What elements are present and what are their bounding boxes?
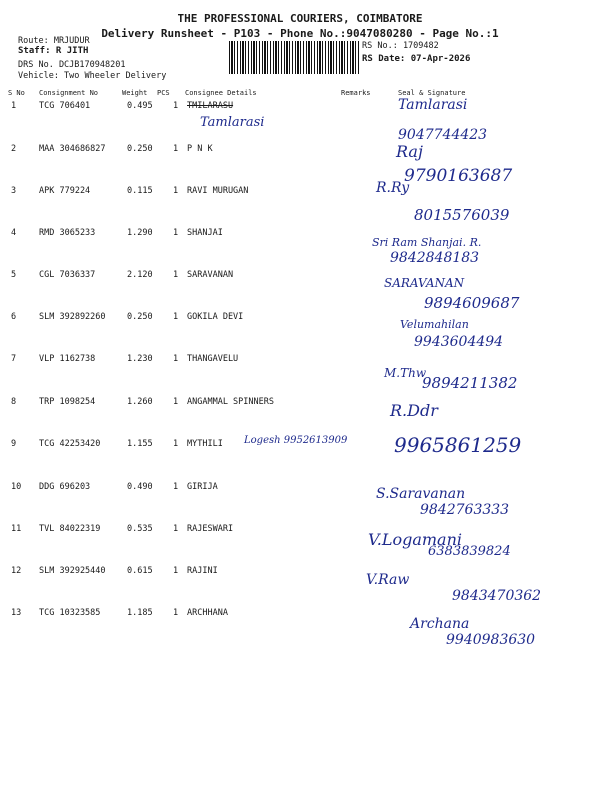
row-weight: 0.250: [127, 312, 153, 322]
row-consignee-name: RAVI MURUGAN: [187, 186, 249, 196]
row-handwritten-name: Tamlarasi: [200, 115, 265, 130]
col-header-pcs: PCS: [157, 89, 170, 97]
row-signature: Sri Ram Shanjai. R.: [372, 236, 482, 249]
row-signature: SARAVANAN: [384, 276, 465, 290]
row-weight: 1.185: [127, 608, 153, 618]
row-sno: 2: [11, 144, 17, 154]
row-sno: 12: [11, 566, 22, 576]
row-pcs: 1: [173, 101, 179, 111]
row-sno: 3: [11, 186, 17, 196]
row-phone-handwritten: 9894609687: [424, 294, 520, 312]
row-phone-handwritten: 9940983630: [446, 632, 536, 648]
rs-number: RS No.: 1709482: [362, 41, 439, 51]
row-consignment-no: SLM 392925440: [39, 566, 106, 576]
row-pcs: 1: [173, 397, 179, 407]
row-signature: Raj: [396, 142, 423, 161]
row-pcs: 1: [173, 312, 179, 322]
row-signature: Logesh 9952613909: [244, 435, 348, 446]
row-weight: 0.490: [127, 482, 153, 492]
row-sno: 7: [11, 354, 17, 364]
row-sno: 13: [11, 608, 22, 618]
row-consignment-no: VLP 1162738: [39, 354, 96, 364]
row-consignee-name: RAJINI: [187, 566, 218, 576]
row-weight: 0.495: [127, 101, 153, 111]
route-label: Route: MRJUDUR: [18, 36, 90, 46]
row-phone-handwritten: 9047744423: [398, 127, 488, 143]
row-pcs: 1: [173, 608, 179, 618]
row-phone-handwritten: 9965861259: [394, 433, 522, 457]
row-consignee-name: TMILARASU: [187, 101, 234, 111]
row-phone-handwritten: 8015576039: [414, 206, 510, 224]
row-consignee-name: SHANJAI: [187, 228, 223, 238]
row-consignment-no: TVL 84022319: [39, 524, 101, 534]
col-header-sno: S No: [8, 89, 25, 97]
row-pcs: 1: [173, 228, 179, 238]
row-signature: R.Ddr: [390, 401, 438, 420]
row-signature: V.Raw: [366, 572, 410, 588]
vehicle-label: Vehicle: Two Wheeler Delivery: [18, 71, 167, 81]
row-consignee-name: ARCHHANA: [187, 608, 228, 618]
row-pcs: 1: [173, 186, 179, 196]
row-signature: M.Thw: [384, 366, 427, 380]
row-phone-handwritten: 9842848183: [390, 250, 480, 266]
row-signature: V.Logamani: [368, 530, 463, 549]
runsheet-title: Delivery Runsheet - P103 - Phone No.:9047080280 - Page No.:1: [101, 27, 499, 40]
row-consignment-no: MAA 304686827: [39, 144, 106, 154]
row-weight: 0.535: [127, 524, 153, 534]
row-consignee-name: GOKILA DEVI: [187, 312, 244, 322]
row-weight: 0.115: [127, 186, 153, 196]
barcode: [229, 41, 360, 74]
row-phone-handwritten: 9843470362: [452, 588, 542, 604]
row-consignment-no: APK 779224: [39, 186, 91, 196]
row-pcs: 1: [173, 439, 179, 449]
row-signature: Archana: [410, 616, 470, 632]
row-consignee-name: RAJESWARI: [187, 524, 234, 534]
row-weight: 1.260: [127, 397, 153, 407]
row-consignee-name: THANGAVELU: [187, 354, 239, 364]
row-signature: S.Saravanan: [376, 486, 466, 502]
row-consignee-name: P N K: [187, 144, 213, 154]
drs-number: DRS No. DCJB170948201: [18, 60, 126, 70]
row-consignment-no: SLM 392892260: [39, 312, 106, 322]
row-sno: 9: [11, 439, 17, 449]
row-signature: Tamlarasi: [398, 97, 468, 113]
row-consignment-no: DDG 696203: [39, 482, 91, 492]
row-sno: 1: [11, 101, 17, 111]
company-title: THE PROFESSIONAL COURIERS, COIMBATORE: [177, 12, 423, 25]
row-consignment-no: RMD 3065233: [39, 228, 96, 238]
row-phone-handwritten: 9894211382: [422, 374, 518, 392]
row-weight: 0.250: [127, 144, 153, 154]
row-consignment-no: TCG 10323585: [39, 608, 101, 618]
row-consignee-name: MYTHILI: [187, 439, 223, 449]
row-sno: 8: [11, 397, 17, 407]
col-header-weight: Weight: [122, 89, 148, 97]
row-sno: 4: [11, 228, 17, 238]
col-header-consignment: Consignment No: [39, 89, 99, 97]
row-pcs: 1: [173, 566, 179, 576]
row-weight: 0.615: [127, 566, 153, 576]
row-consignment-no: TRP 1098254: [39, 397, 96, 407]
staff-label: Staff: R JITH: [18, 46, 89, 56]
row-consignment-no: TCG 706401: [39, 101, 91, 111]
row-phone-handwritten: 9790163687: [404, 166, 513, 186]
row-sno: 6: [11, 312, 17, 322]
row-phone-handwritten: 9943604494: [414, 334, 504, 350]
col-header-signature: Seal & Signature: [398, 89, 466, 97]
row-consignee-name: ANGAMMAL SPINNERS: [187, 397, 274, 407]
row-phone-handwritten: 6383839824: [428, 544, 511, 559]
row-consignee-name: GIRIJA: [187, 482, 218, 492]
row-pcs: 1: [173, 482, 179, 492]
row-sno: 10: [11, 482, 22, 492]
row-weight: 1.230: [127, 354, 153, 364]
row-consignment-no: TCG 42253420: [39, 439, 101, 449]
row-sno: 11: [11, 524, 22, 534]
row-sno: 5: [11, 270, 17, 280]
row-weight: 1.290: [127, 228, 153, 238]
row-consignment-no: CGL 7036337: [39, 270, 96, 280]
row-weight: 1.155: [127, 439, 153, 449]
row-signature: R.Ry: [376, 180, 410, 196]
row-pcs: 1: [173, 354, 179, 364]
row-weight: 2.120: [127, 270, 153, 280]
row-phone-handwritten: 9842763333: [420, 502, 510, 518]
rs-date: RS Date: 07-Apr-2026: [362, 54, 471, 64]
col-header-remarks: Remarks: [341, 89, 371, 97]
row-signature: Velumahilan: [400, 318, 469, 331]
row-pcs: 1: [173, 144, 179, 154]
row-pcs: 1: [173, 270, 179, 280]
col-header-consignee: Consignee Details: [185, 89, 257, 97]
row-pcs: 1: [173, 524, 179, 534]
row-consignee-name: SARAVANAN: [187, 270, 234, 280]
